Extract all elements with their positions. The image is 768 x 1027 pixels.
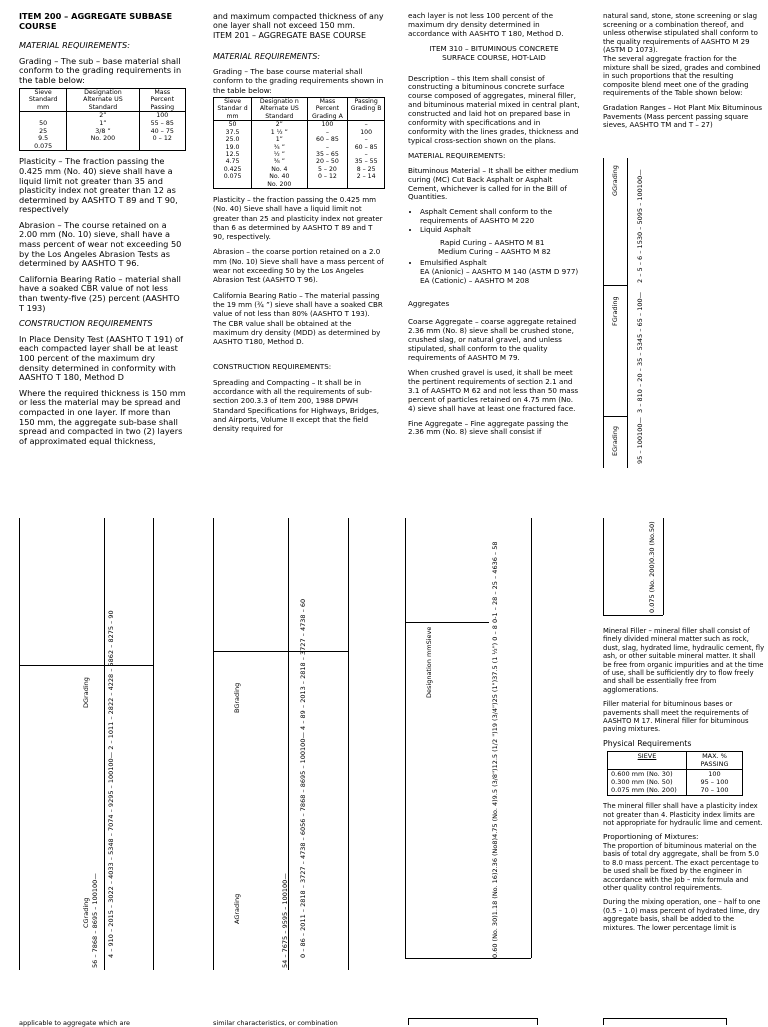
list-item: • Liquid Asphalt xyxy=(420,226,580,235)
item-200-title: ITEM 200 – AGGREGATE SUBBASE COURSE xyxy=(19,11,173,31)
continued-text: natural sand, stone, stone screening or slag screening or a combination thereof, and unless otherwise stipulated shall conform to the quality requirements of AASHTO M 29 (ASTM D 1073). xyxy=(603,12,758,55)
table-cell: 4.75 xyxy=(214,158,252,165)
table-cell: 1” xyxy=(67,120,139,128)
column-item-310-cont xyxy=(603,12,765,136)
table-cell: – xyxy=(348,151,385,158)
table-cell: 35 – 55 xyxy=(348,158,385,165)
medium-curing: Medium Curing – AASHTO M 82 xyxy=(438,246,551,256)
description-paragraph: Description – this Item shall consist of constructing a bituminous concrete surface course composed of aggregates, mineral filler, and bituminous material mixed in central plant, constructed and laid hot on prepared base in conformity with specifications and in conformity with the lines grades, thickness and typical cross-section shown on the plans. xyxy=(408,73,580,145)
gradation-table-d-c xyxy=(19,518,153,970)
table-cell: ⅜ ” xyxy=(252,158,307,165)
d-grading-label: DGrading xyxy=(82,677,90,708)
table-cell: No. 4 xyxy=(252,166,307,173)
grading-paragraph: Grading – The base course material shall conform to the grading requirements shown in the table below: xyxy=(213,67,384,95)
table-cell: 12.5 xyxy=(214,151,252,158)
grading-paragraph: Grading – The sub – base material shall conform to the grading requirements in the table below: xyxy=(19,55,182,85)
d-grading-values: 4 – 910 – 2015 – 3022 – 4033 – 5348 – 7074 – 9295 – 100100— 2 – 1011 – 2822 – 4228 – 5862 – 8275 – 90 xyxy=(107,610,115,958)
table-cell: 100 xyxy=(139,112,185,120)
table-cell: 60 – 85 xyxy=(348,144,385,151)
table-cell: 3/8 ” xyxy=(67,128,139,136)
table-row xyxy=(214,129,385,136)
table-header: Mass Percent Grading A xyxy=(307,98,348,121)
value: 95 – 100 xyxy=(700,778,729,787)
designation-values: 0.60 (No. 30)1.18 (No. 16)2.36 (No8)4.75 (No. 4)9.5 (3/8")12.5 (1/2 ")19 (3/4")25 (1")37.5 (1 ½") 0 – 8 0-1 – 28 – 25 – 4636 – 58 xyxy=(491,541,499,958)
c-grading-label: CGrading xyxy=(82,897,90,928)
table-cell: 2” xyxy=(67,112,139,120)
subbase-grading-table xyxy=(19,88,186,152)
item-310-title: ITEM 310 – BITUMINOUS CONCRETE SURFACE COURSE, HOT-LAID xyxy=(429,43,559,62)
thickness-paragraph: Where the required thickness is 150 mm or less the material may be spread and compacted in one layer. If more than 150 mm, the aggregate sub-base shall spread and compacted in two (2) layers of approximated equal thickness, xyxy=(19,387,186,446)
proportioning-paragraph: The proportion of bituminous material on the basis of total dry aggregate, shall be from 5.0 to 8.0 mass percent. The exact percentage to be used shall be fixed by the engineer in accordance with the Job – mix formula and other quality control requirements. xyxy=(603,841,759,892)
designation-label: Designation mmSieve xyxy=(425,626,433,698)
value: 100 xyxy=(708,770,721,779)
table-header: MAX. % PASSING xyxy=(687,752,743,770)
f-grading-values: 3 – 810 – 20 – 35 – 5345 – 65 – 100— xyxy=(636,291,644,413)
e-grading-label: EGrading xyxy=(611,426,619,456)
table-cell: 0.600 mm (No. 30) 0.300 mm (No. 50) 0.075 mm (No. 200) xyxy=(608,770,687,796)
c-grading-values: 56 – 7868 – 8695 – 100100— xyxy=(91,873,99,968)
table-row xyxy=(214,158,385,165)
table-header: Mass Percent Passing xyxy=(139,88,185,112)
b-grading-values: 0 – 86 – 2011 – 2818 – 3727 – 4738 – 6056 – 7868 – 8695 – 100100— 4 – 89 – 2013 – 2818 – 3727 – 4738 – 60 xyxy=(299,598,307,958)
table-cell xyxy=(20,112,67,120)
table-cell: 9.5 xyxy=(20,135,67,143)
table-cell: 19.0 xyxy=(214,144,252,151)
aggregate-fraction-paragraph: The several aggregate fraction for the mixture shall be sized, grades and combined in such proportions that the resulting composite blend meet one of the grading requirements of the Table shown below: xyxy=(603,54,761,98)
table-cell: 8 – 25 xyxy=(348,166,385,173)
a-grading-values: 54 – 7675 – 9595 – 100100— xyxy=(281,873,289,968)
table-cell: No. 40 xyxy=(252,173,307,180)
fine-aggregate-paragraph: Fine Aggregate – Fine aggregate passing the 2.36 mm (No. 8) sieve shall consist if xyxy=(408,418,569,437)
table-cell: – xyxy=(307,144,348,151)
in-place-density-paragraph: In Place Density Test (AASHTO T 191) of each compacted layer shall be at least 100 percent of the maximum dry density determined in conformity with AASHTO T 180, Method D xyxy=(19,333,183,383)
table-cell: 35 – 65 xyxy=(307,151,348,158)
table-cell xyxy=(348,181,385,189)
table-row xyxy=(214,144,385,151)
table-cell: 55 – 85 xyxy=(139,120,185,128)
table-cell: 0.075 xyxy=(214,173,252,180)
column-item-200 xyxy=(19,12,186,452)
table-row xyxy=(214,181,385,189)
table-cell: 100 xyxy=(307,121,348,129)
ea-anionic: EA (Anionic) – AASHTO M 140 (ASTM D 977) xyxy=(420,266,579,276)
g-grading-label: GGrading xyxy=(611,165,619,196)
sieve-designation-table xyxy=(405,518,531,958)
physical-requirements-table xyxy=(607,751,743,796)
spreading-paragraph: Spreading and Compacting – It shall be in accordance with all the requirements of sub-section 200.3.3 of Item 200, 1988 DPWH Standard Specifications for Highways, Bridges, and Airports, Volume II except that the field density required for xyxy=(213,377,379,434)
sieve-values-end: 0.075 (No. 200)0.30 (No.50) xyxy=(648,521,656,613)
table-cell: 2 – 14 xyxy=(348,173,385,180)
table-row xyxy=(214,173,385,180)
table-row xyxy=(214,166,385,173)
table-row xyxy=(214,151,385,158)
table-cell: 2” xyxy=(252,121,307,129)
table-cell: ½ ” xyxy=(252,151,307,158)
bottom-fragment: similar characteristics, or combination xyxy=(213,1019,338,1027)
item-201-title: ITEM 201 – AGGREGATE BASE COURSE xyxy=(213,30,366,40)
coarse-aggregate-paragraph: Coarse Aggregate – coarse aggregate retained 2.36 mm (No. 8) sieve shall be crushed stone, crushed slag, or natural gravel, and unless stipulated, shall conform to the quality requirements of AASHTO M 79. xyxy=(408,317,577,363)
plasticity-index-paragraph: The mineral filler shall have a plasticity index not greater than 4. Plasticity index limits are not appropriate for hydraulic lime and cement. xyxy=(603,802,763,828)
table-cell: – xyxy=(348,136,385,143)
table-row xyxy=(214,121,385,129)
crushed-gravel-paragraph: When crushed gravel is used, it shall be meet the pertinent requirements of section 2.1 and 3.1 of AASHTO M 62 and not less than 50 mass percent of particles retained on 4.75 mm (No. 4) sieve shall have at least one fractured face. xyxy=(408,368,579,413)
table-cell: 60 – 85 xyxy=(307,136,348,143)
value: 70 – 100 xyxy=(700,785,729,794)
table-cell: 37.5 xyxy=(214,129,252,136)
column-item-201 xyxy=(213,12,385,439)
list-item: • Asphalt Cement shall conform to the requirements of AASHTO M 220 xyxy=(420,208,580,226)
g-grading-values: 2 – 5 – 6 – 1530 – 5095 – 100100— xyxy=(636,169,644,283)
table-cell: 0 – 12 xyxy=(307,173,348,180)
table-cell: 20 – 50 xyxy=(307,158,348,165)
table-cell: 25.0 xyxy=(214,136,252,143)
gradation-ranges-paragraph: Gradation Ranges – Hot Plant Mix Bituminous Pavements (Mass percent passing square sieves, AASHTO TM and T – 27) xyxy=(603,103,762,130)
abrasion-paragraph: Abrasion – The course retained on a 2.00 mm (No. 10) sieve, shall have a mass percent of wear not exceeding 50 by the Los Angeles Abrasion Tests as determined by AASHTO T 96. xyxy=(19,219,182,269)
plasticity-paragraph: Plasticity – The fraction passing the 0.425 mm (No. 40) sieve shall have a liquid limit not greater than 35 and plasticity index not greater than 12 as determined by AASHTO T 89 and T 90, respectively xyxy=(19,156,178,215)
construction-requirements-heading: CONSTRUCTION REQUIREMENTS: xyxy=(213,362,332,372)
list-item: • Emulsified Asphalt xyxy=(420,259,580,268)
table-cell: 0 – 12 xyxy=(139,135,185,143)
abrasion-paragraph: Abrasion – the coarse portion retained on a 2.0 mm (No. 10) Sieve shall have a mass percent of wear not exceeding 50 by the Los Angeles Abrasion Test (AASHTO T 96). xyxy=(213,247,384,285)
mixing-paragraph: During the mixing operation, one – half to one (0.5 – 1.0) mass percent of hydrated lime, dry aggregate basis, shall be added to the mixtures. The lower percentage limit is xyxy=(603,898,761,932)
mineral-filler-paragraph: Mineral Filler – mineral filler shall consist of finely divided mineral matter such as rock, dust, slag, hydrated lime, hydraulic cement, fly ash, or other suitable mineral matter. It shall be free from organic impurities and at the time of use, shall be sufficiently dry to flow freely and shall be essentially free from agglomerations. xyxy=(603,627,765,694)
bituminous-material-paragraph: Bituminous Material – It shall be either medium curing (MC) Cut Back Asphalt or Asphalt Cement, whichever is called for in the Bill of Quantities. xyxy=(408,165,579,202)
table-cell: 100 xyxy=(348,129,385,136)
table-cell: – xyxy=(348,121,385,129)
gradation-table-top xyxy=(603,158,763,468)
table-cell: 25 xyxy=(20,128,67,136)
a-grading-label: AGrading xyxy=(233,893,241,924)
table-header: SIEVE xyxy=(608,752,687,770)
table-row xyxy=(214,136,385,143)
table-cell xyxy=(67,143,139,151)
table-cell xyxy=(139,143,185,151)
column-item-310 xyxy=(408,12,580,443)
table-cell: No. 200 xyxy=(252,181,307,189)
table-header: Sieve Standard mm xyxy=(20,88,67,112)
plasticity-paragraph: Plasticity – the fraction passing the 0.425 mm (No. 40) Sieve shall have a liquid limit not greater than 25 and plasticity index not greater than 6 as determined by AASHTO T 89 and T 90, respectively. xyxy=(213,194,383,242)
proportioning-heading: Proportioning of Mixtures: xyxy=(603,832,699,842)
table-cell xyxy=(687,770,743,796)
material-requirements-heading: MATERIAL REQUIREMENTS: xyxy=(19,40,131,51)
material-requirements-heading: MATERIAL REQUIREMENTS: xyxy=(213,51,320,61)
column-mineral-filler xyxy=(603,627,765,938)
bottom-fragment: applicable to aggregate which are xyxy=(19,1019,130,1027)
ea-cationic: EA (Cationic) – AASHTO M 208 xyxy=(420,275,530,285)
table-cell: No. 200 xyxy=(67,135,139,143)
construction-requirements-heading: CONSTRUCTION REQUIREMENTS xyxy=(19,318,153,329)
table-cell: 1” xyxy=(252,136,307,143)
rapid-curing: Rapid Curing – AASHTO M 81 xyxy=(440,238,545,248)
table-cell xyxy=(214,181,252,189)
aggregates-heading: Aggregates xyxy=(408,298,450,308)
table-header: Passing Grading B xyxy=(348,98,385,121)
material-requirements-heading: MATERIAL REQUIREMENTS: xyxy=(408,150,506,160)
table-cell: 50 xyxy=(20,120,67,128)
table-header: Designation Alternate US Standard xyxy=(67,88,139,112)
gradation-table-end xyxy=(603,518,663,615)
table-cell: – xyxy=(307,129,348,136)
continued-text: and maximum compacted thickness of any one layer shall not exceed 150 mm. xyxy=(213,12,384,31)
table-cell: 0.075 xyxy=(20,143,67,151)
table-cell: 40 – 75 xyxy=(139,128,185,136)
table-cell xyxy=(307,181,348,189)
f-grading-label: FGrading xyxy=(611,296,619,326)
table-cell: 1 ½ ” xyxy=(252,129,307,136)
cbr-paragraph: California Bearing Ratio – material shall have a soaked CBR value of not less than twenty-five (25) percent (AASHTO T 193) xyxy=(19,273,181,313)
cbr-paragraph: California Bearing Ratio – The material passing the 19 mm (¾ ”) sieve shall have a soaked CBR value of not less than 80% (AASHTO T 193). The CBR value shall be obtained at the maximum dry density (MDD) as determined by AASHTO T180, Method D. xyxy=(213,290,383,347)
table-cell: 5 – 20 xyxy=(307,166,348,173)
filler-material-paragraph: Filler material for bituminous bases or pavements shall meet the requirements of AASHTO M 17. Mineral filler for bituminous paving mixtures. xyxy=(603,700,749,734)
physical-requirements-heading: Physical Requirements xyxy=(603,738,692,748)
table-header: Designatio n Alternate US Standard xyxy=(252,98,307,121)
continued-text: each layer is not less 100 percent of the maximum dry density determined in accordance with AASHTO T 180, Method D. xyxy=(408,11,564,38)
table-cell: 50 xyxy=(214,121,252,129)
asphalt-list xyxy=(408,208,580,235)
gradation-table-b-a xyxy=(213,518,348,970)
e-grading-values: 95 – 100100— xyxy=(636,417,644,464)
table-cell: 0.425 xyxy=(214,166,252,173)
b-grading-label: BGrading xyxy=(233,682,241,713)
table-header: Sieve Standar d mm xyxy=(214,98,252,121)
table-cell: ¾ ” xyxy=(252,144,307,151)
base-course-grading-table xyxy=(213,97,385,189)
